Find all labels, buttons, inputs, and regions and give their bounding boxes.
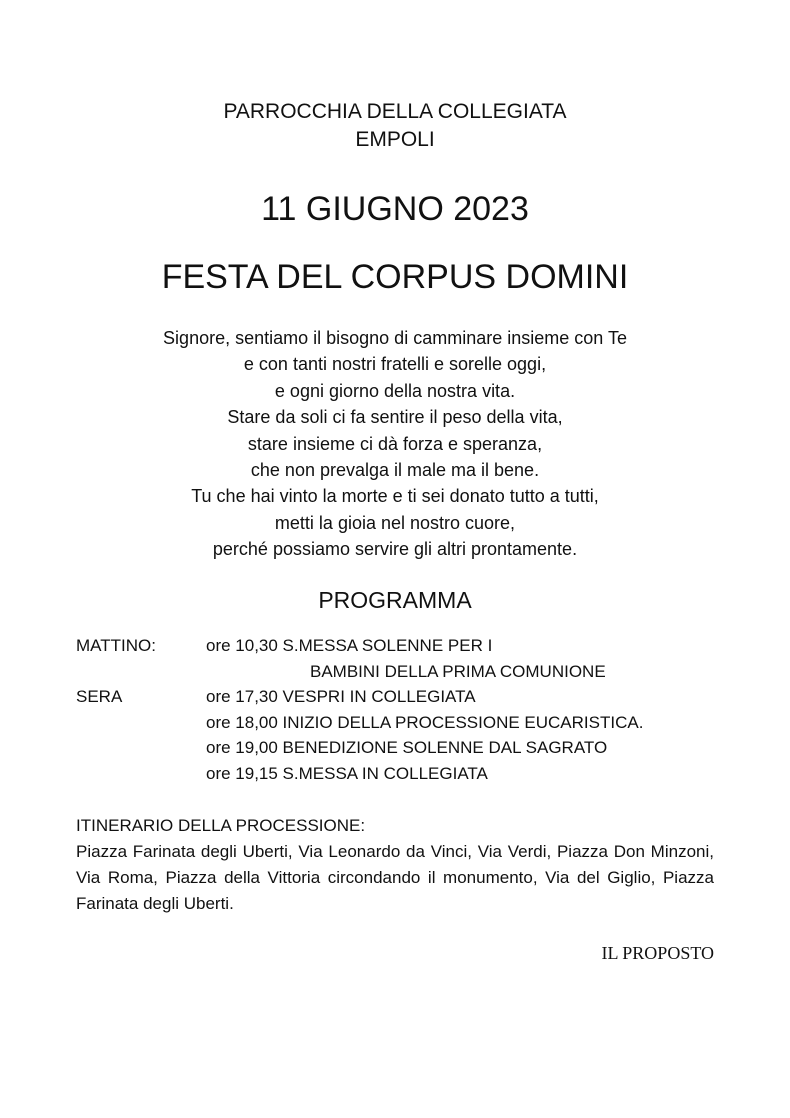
program-title: PROGRAMMA: [318, 587, 472, 613]
prayer-line: e con tanti nostri fratelli e sorelle oggi,: [243, 354, 547, 375]
morning-label: MATTINO:: [76, 636, 156, 655]
program-item: ore 17,30 VESPRI IN COLLEGIATA: [206, 687, 476, 707]
signature: IL PROPOSTO: [601, 943, 714, 963]
parish-heading: [0, 98, 790, 154]
prayer-line: che non prevalga il male ma il bene.: [250, 460, 540, 481]
parish-city: EMPOLI: [355, 128, 435, 151]
prayer-line: stare insieme ci dà forza e speranza,: [247, 433, 543, 454]
itinerary-route: Piazza Farinata degli Uberti, Via Leonardo da Vinci, Via Verdi, Piazza Don Minzoni, Via Roma, Piazza della Vittoria circondando il monumento, Via del Giglio, Piazza Farinata degli Uberti.: [76, 842, 714, 913]
prayer-line: Tu che hai vinto la morte e ti sei donato tutto a tutti,: [191, 486, 599, 507]
procession-itinerary: [76, 813, 714, 917]
prayer-line: Signore, sentiamo il bisogno di camminare insieme con Te: [163, 328, 627, 348]
itinerary-title: ITINERARIO DELLA PROCESSIONE:: [76, 816, 366, 835]
event-date: 11 GIUGNO 2023: [261, 190, 529, 228]
program-item: ore 19,00 BENEDIZIONE SOLENNE DAL SAGRATO: [206, 738, 608, 758]
program-item: ore 10,30 S.MESSA SOLENNE PER I: [206, 636, 493, 655]
program-item-continuation: BAMBINI DELLA PRIMA COMUNIONE: [310, 661, 606, 681]
prayer-line: e ogni giorno della nostra vita.: [274, 380, 516, 401]
evening-label: SERA: [76, 687, 123, 707]
prayer-text: [0, 325, 790, 563]
prayer-line: metti la gioia nel nostro cuore,: [274, 512, 516, 533]
prayer-line: Stare da soli ci fa sentire il peso della vita,: [227, 407, 563, 428]
feast-title: FESTA DEL CORPUS DOMINI: [161, 258, 629, 296]
program-item: ore 18,00 INIZIO DELLA PROCESSIONE EUCARISTICA.: [206, 712, 644, 732]
program-item: ore 19,15 S.MESSA IN COLLEGIATA: [206, 763, 488, 783]
parish-name: PARROCCHIA DELLA COLLEGIATA: [223, 100, 567, 123]
prayer-line: perché possiamo servire gli altri prontamente.: [212, 539, 578, 560]
